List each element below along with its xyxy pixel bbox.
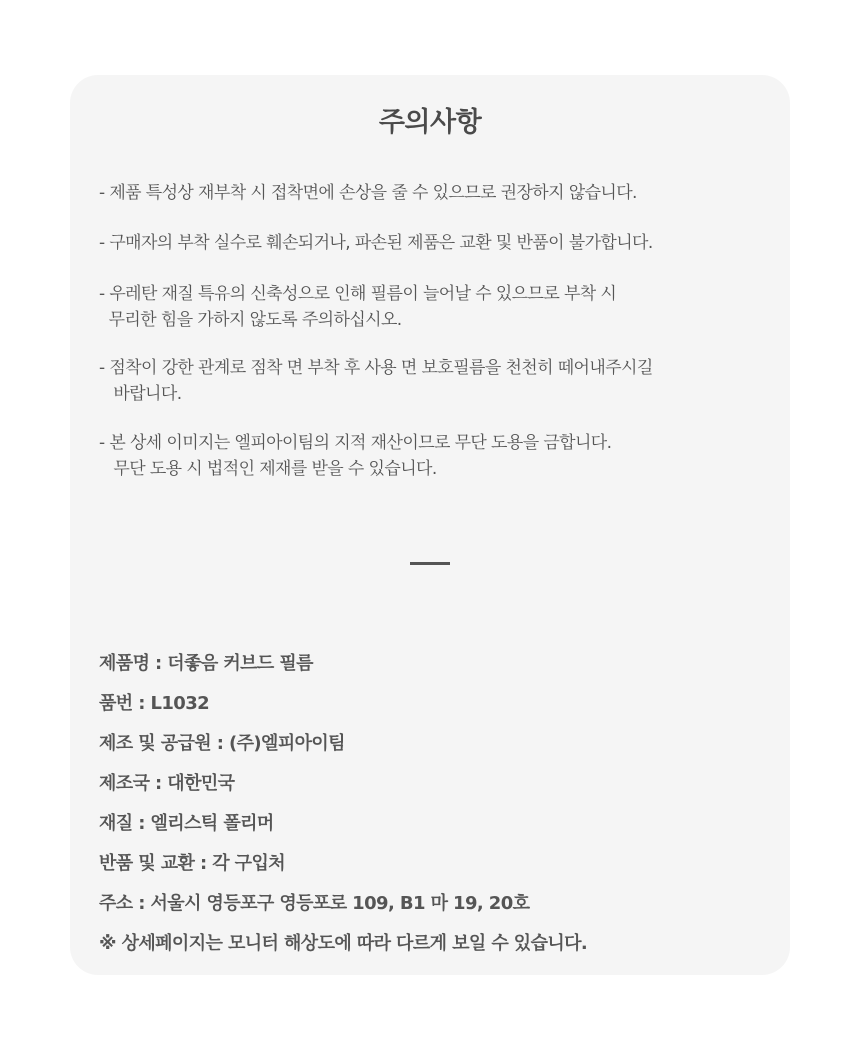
notice-line: - 우레탄 재질 특유의 신축성으로 인해 필름이 늘어날 수 있으므로 부착 시 [99,284,617,304]
notice-line: 무단 도용 시 법적인 제재를 받을 수 있습니다. [99,459,437,479]
spec-material: 재질 : 엘리스틱 폴리머 [99,813,274,834]
spec-manufacturer: 제조 및 공급원 : (주)엘피아이팀 [99,733,345,754]
notice-item-2 [99,230,779,256]
notice-line: - 점착이 강한 관계로 점착 면 부착 후 사용 면 보호필름을 천천히 떼어내주시길 [99,358,653,378]
spec-country: 제조국 : 대한민국 [99,773,235,794]
section-divider [410,562,450,565]
notice-line: - 제품 특성상 재부착 시 접착면에 손상을 줄 수 있으므로 권장하지 않습니다. [99,183,637,203]
spec-product-code: 품번 : L1032 [99,693,210,714]
spec-product-name: 제품명 : 더좋음 커브드 필름 [99,653,313,674]
notice-line: 무리한 힘을 가하지 않도록 주의하십시오. [99,310,402,330]
notice-item-3 [99,281,779,333]
spec-display-note: ※ 상세페이지는 모니터 해상도에 따라 다르게 보일 수 있습니다. [99,933,588,954]
notice-item-1 [99,180,779,206]
notice-line: 바랍니다. [99,384,182,404]
spec-returns: 반품 및 교환 : 각 구입처 [99,853,286,874]
notice-item-4 [99,355,779,407]
notice-card [70,75,790,975]
page-title: 주의사항 [378,107,482,138]
spec-address: 주소 : 서울시 영등포구 영등포로 109, B1 마 19, 20호 [99,893,530,914]
notice-line: - 구매자의 부착 실수로 훼손되거나, 파손된 제품은 교환 및 반품이 불가합니다. [99,233,653,253]
notice-item-5 [99,430,779,482]
notice-line: - 본 상세 이미지는 엘피아이팀의 지적 재산이므로 무단 도용을 금합니다. [99,433,612,453]
